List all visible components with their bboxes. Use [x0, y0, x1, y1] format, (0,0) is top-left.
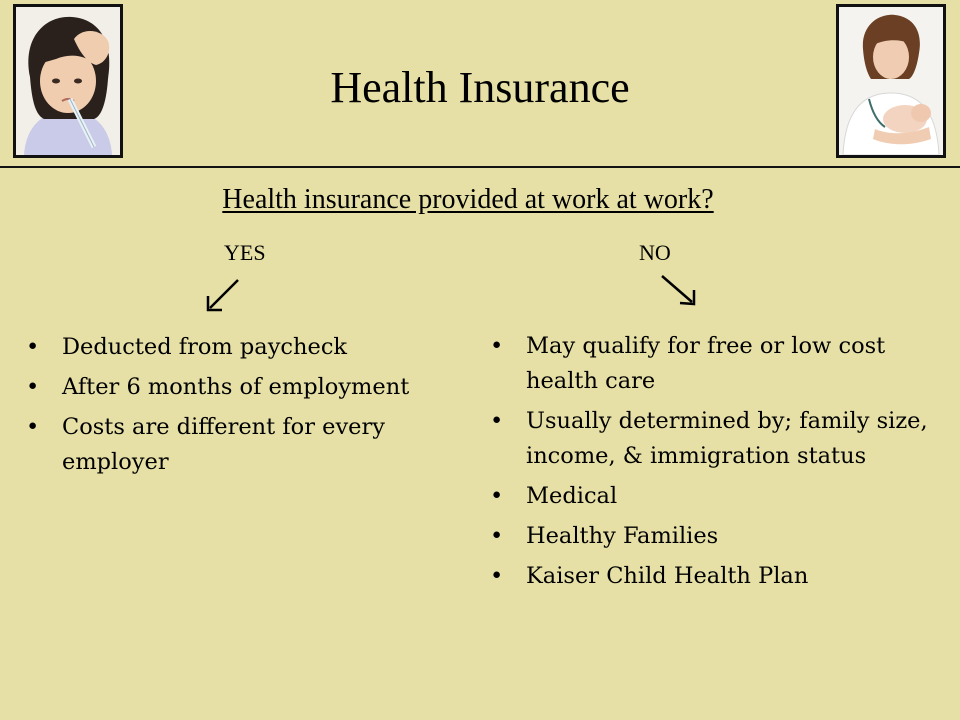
list-item: • Medical	[490, 479, 930, 514]
question-heading: Health insurance provided at work at work?	[222, 184, 714, 215]
yes-bullet-list	[26, 330, 458, 485]
arrow-down-left-icon	[202, 276, 244, 314]
list-item: • Deducted from paycheck	[26, 330, 458, 365]
title-divider	[0, 166, 960, 168]
list-item: • May qualify for free or low cost health care	[490, 329, 930, 399]
list-item: • After 6 months of employment	[26, 370, 458, 405]
slide-title: Health Insurance	[330, 63, 630, 112]
list-item: • Usually determined by; family size, income, & immigration status	[490, 404, 930, 474]
list-item: • Healthy Families	[490, 519, 930, 554]
no-label: NO	[639, 240, 671, 265]
arrow-down-right-icon	[656, 272, 702, 310]
no-bullet-list	[490, 329, 930, 599]
list-item: • Costs are different for every employer	[26, 410, 458, 480]
list-item: • Kaiser Child Health Plan	[490, 559, 930, 594]
yes-label: YES	[224, 240, 266, 265]
